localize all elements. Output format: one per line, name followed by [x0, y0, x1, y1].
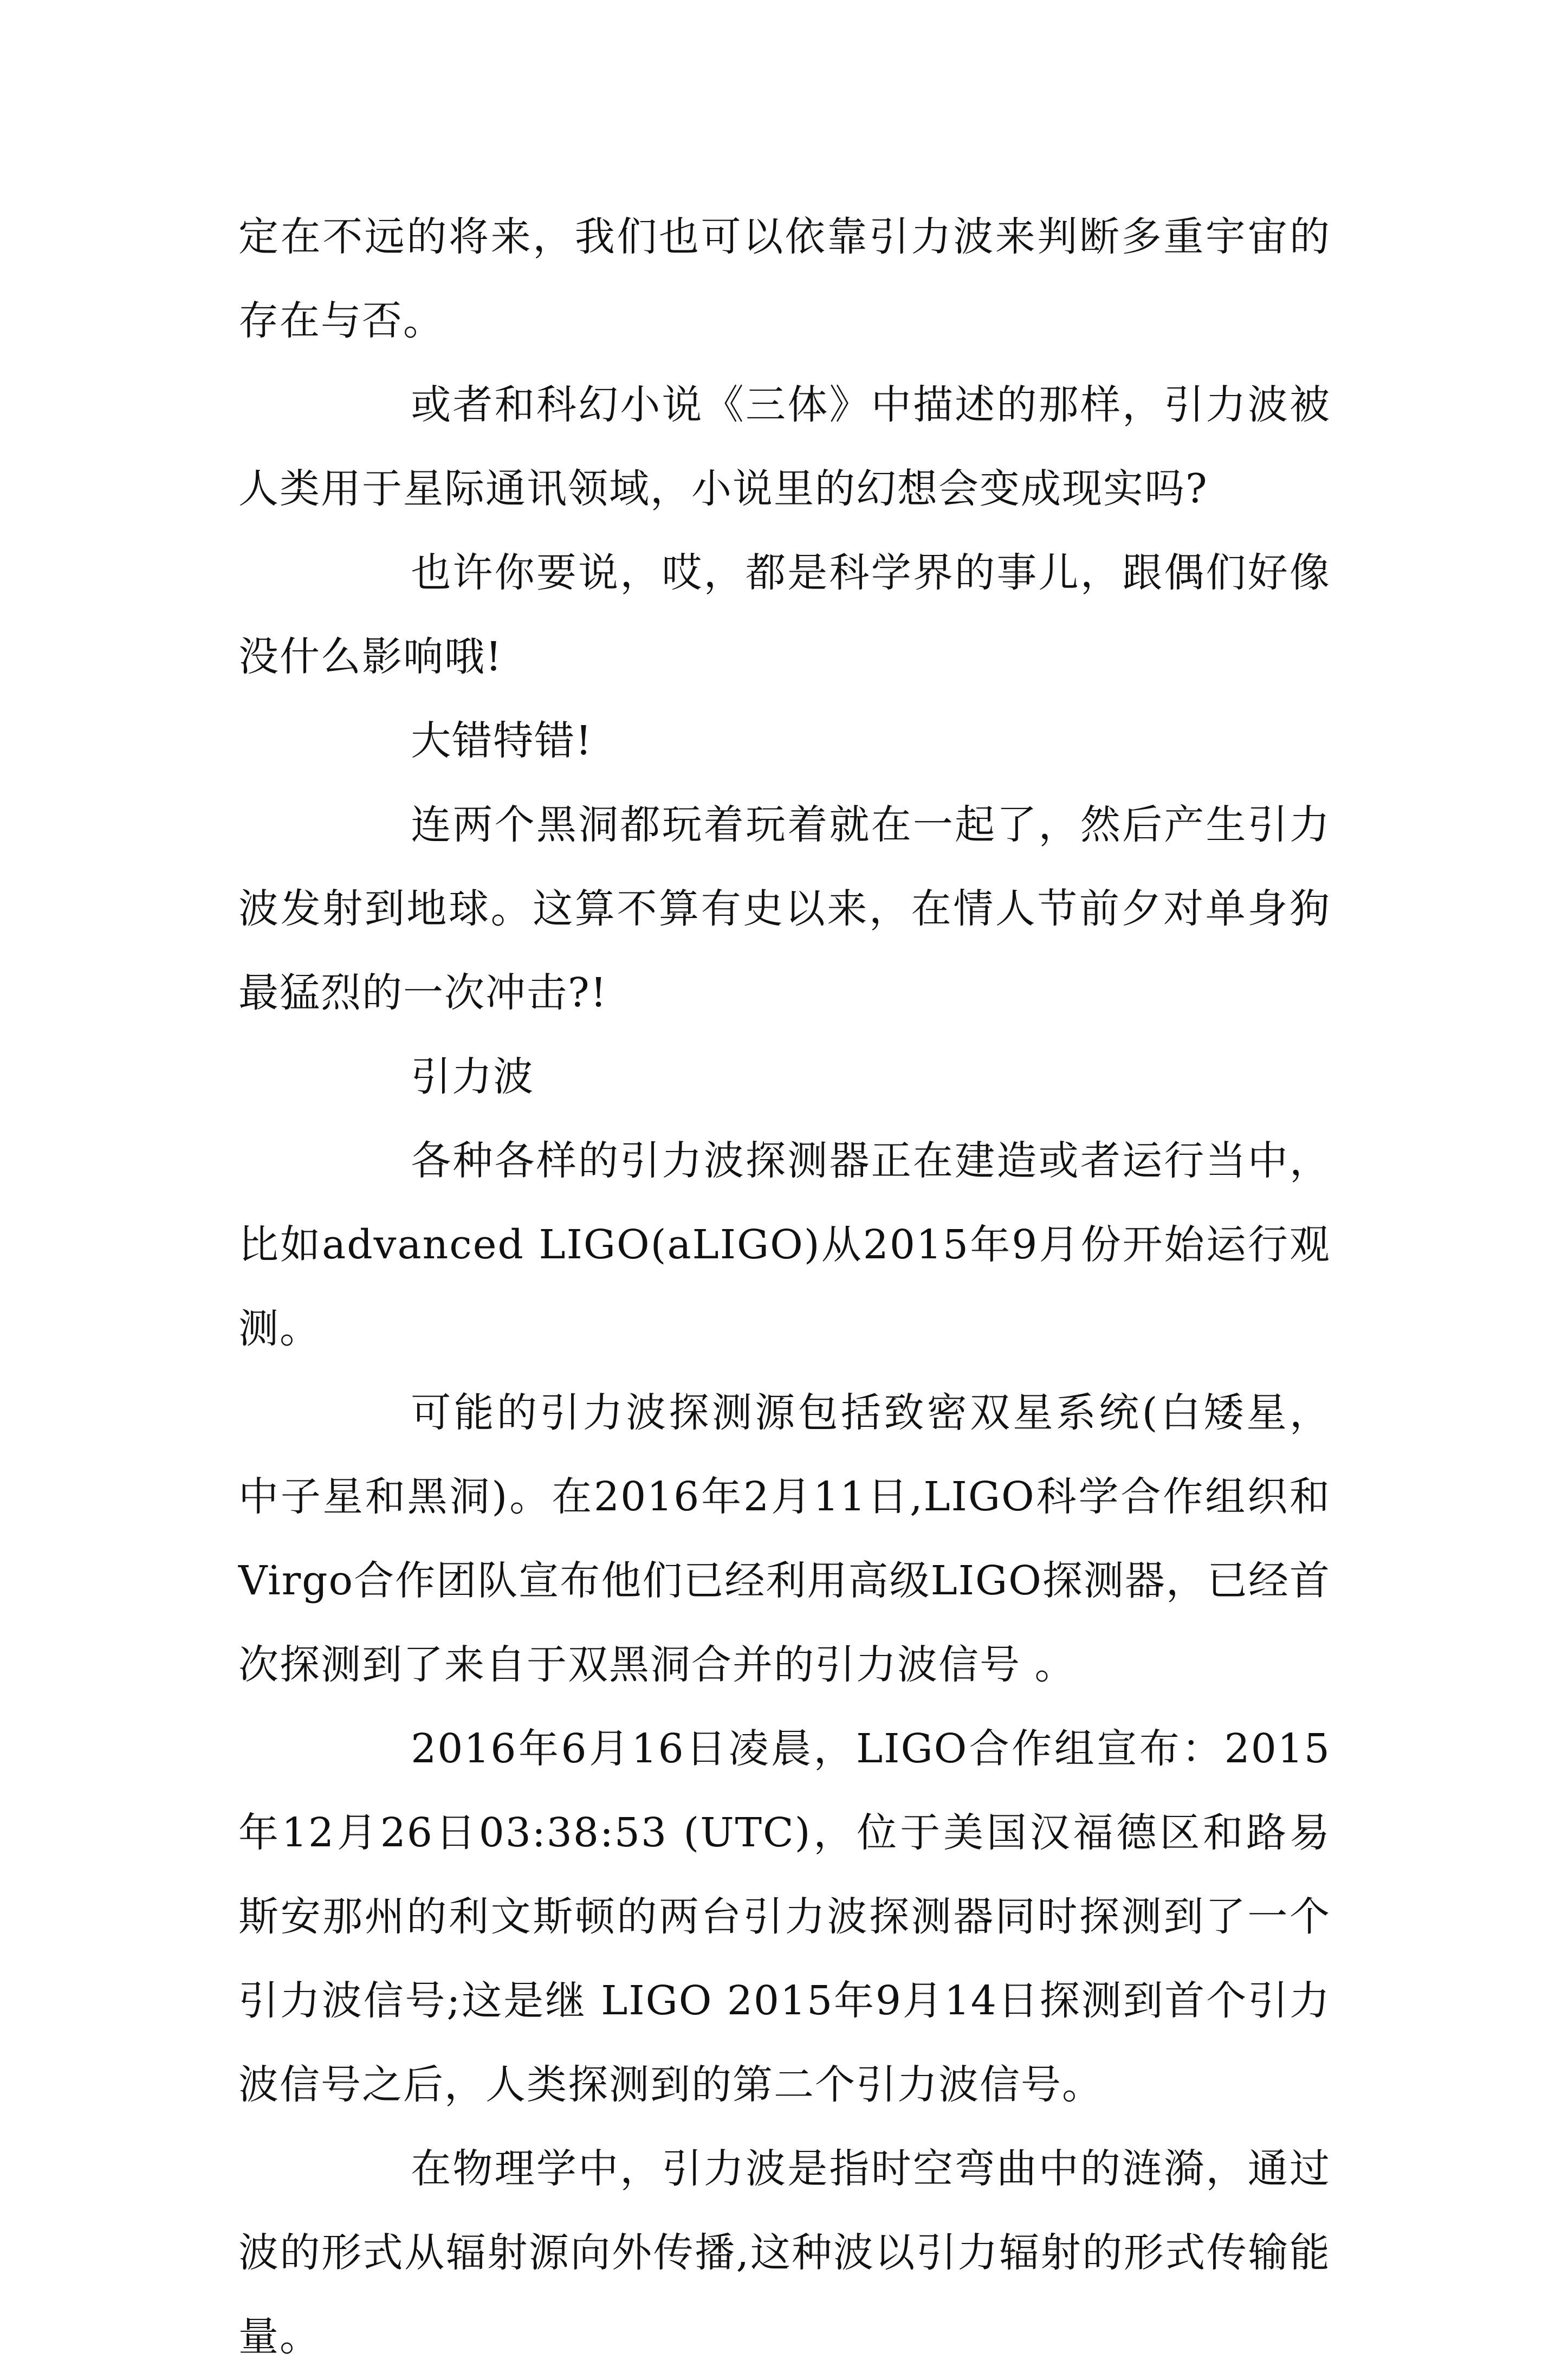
body-text	[238, 195, 1331, 2379]
section-heading-gravitational-waves: 引力波	[411, 1053, 535, 1100]
paragraph-three-body: 或者和科幻小说《三体》中描述的那样，引力波被人类用于星际通讯领域，小说里的幻想会变成现实吗?	[238, 382, 1331, 512]
paragraph-black-holes: 连两个黑洞都玩着玩着就在一起了，然后产生引力波发射到地球。这算不算有史以来，在情人节前夕对单身狗最猛烈的一次冲击?!	[238, 801, 1331, 1016]
paragraph-second-detection: 2016年6月16日凌晨，LIGO合作组宣布：2015年12月26日03:38:53 (UTC)，位于美国汉福德区和路易斯安那州的利文斯顿的两台引力波探测器同时探测到了一个引力波信号;这是继 LIGO 2015年9月14日探测到首个引力波信号之后，人类探测到的第二个引力波信号。	[238, 1725, 1331, 2108]
paragraph-physics-definition: 在物理学中，引力波是指时空弯曲中的涟漪，通过波的形式从辐射源向外传播,这种波以引力辐射的形式传输能量。	[238, 2145, 1331, 2360]
paragraph-detectors: 各种各样的引力波探测器正在建造或者运行当中，比如advanced LIGO(aLIGO)从2015年9月份开始运行观测。	[238, 1137, 1331, 1352]
paragraph-big-mistake: 大错特错!	[411, 717, 593, 764]
paragraph-continuation: 定在不远的将来，我们也可以依靠引力波来判断多重宇宙的存在与否。	[238, 214, 1331, 344]
paragraph-detection-sources: 可能的引力波探测源包括致密双星系统(白矮星，中子星和黑洞)。在2016年2月11日,LIGO科学合作组织和Virgo合作团队宣布他们已经利用高级LIGO探测器，已经首次探测到了来自于双黑洞合并的引力波信号 。	[238, 1389, 1331, 1688]
paragraph-maybe-you-say: 也许你要说，哎，都是科学界的事儿，跟偶们好像没什么影响哦!	[238, 550, 1331, 680]
